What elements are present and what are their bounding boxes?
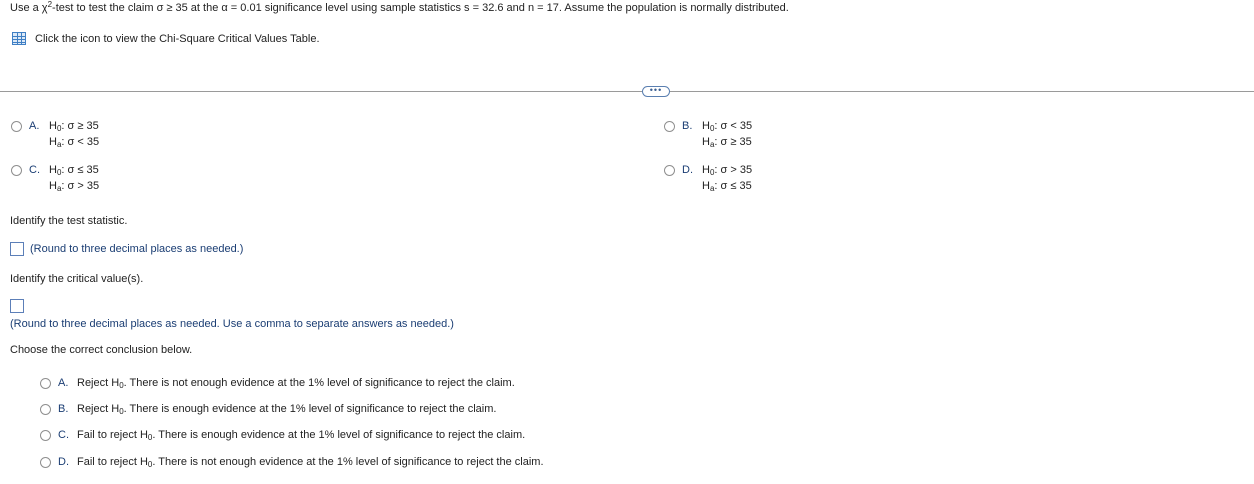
- alt-hypothesis: $H_a$: σ ≥ 35: [702, 136, 752, 149]
- critical-values-hint: (Round to three decimal places as needed. Use a comma to separate answers as needed.): [10, 318, 454, 330]
- option-letter: C.: [58, 429, 69, 441]
- critical-values-input[interactable]: [10, 299, 24, 313]
- conclusion-option-b[interactable]: [40, 403, 496, 415]
- test-statistic-hint: (Round to three decimal places as needed.): [30, 243, 244, 255]
- chi-symbol: χ: [41, 2, 48, 14]
- option-letter: A.: [29, 120, 40, 132]
- conclusion-option-c[interactable]: [40, 429, 525, 441]
- question-text: [10, 2, 789, 14]
- expand-more-button[interactable]: •••: [642, 86, 670, 97]
- radio-button[interactable]: [664, 121, 675, 132]
- null-hypothesis: $H_0$: σ > 35: [702, 164, 753, 177]
- question-part-2: -test to test the claim σ ≥ 35 at the α = 0.01 significance level using sample statistics s = 32.6 and n = 17. Assume the population is normally distributed.: [52, 2, 789, 14]
- table-link-text[interactable]: Click the icon to view the Chi-Square Critical Values Table.: [35, 32, 320, 45]
- option-letter: C.: [29, 164, 40, 176]
- conclusion-option-a[interactable]: [40, 377, 515, 389]
- radio-button[interactable]: [40, 457, 51, 468]
- hypothesis-option-a[interactable]: [11, 120, 99, 148]
- option-letter: B.: [682, 120, 693, 132]
- option-text: Fail to reject $H_0$. There is not enough evidence at the 1% level of significance to reject the claim.: [77, 456, 544, 469]
- conclusion-prompt: Choose the correct conclusion below.: [10, 344, 193, 356]
- critical-values-prompt: Identify the critical value(s).: [10, 273, 144, 285]
- radio-button[interactable]: [40, 404, 51, 415]
- radio-button[interactable]: [40, 378, 51, 389]
- option-letter: B.: [58, 403, 69, 415]
- radio-button[interactable]: [11, 165, 22, 176]
- radio-button[interactable]: [11, 121, 22, 132]
- test-statistic-input[interactable]: [10, 242, 24, 256]
- null-hypothesis: $H_0$: σ < 35: [702, 120, 753, 133]
- table-icon[interactable]: [12, 32, 26, 45]
- option-letter: D.: [58, 456, 69, 468]
- alt-hypothesis: $H_a$: σ < 35: [49, 136, 100, 149]
- option-text: Fail to reject $H_0$. There is enough evidence at the 1% level of significance to reject the claim.: [77, 429, 526, 442]
- hypothesis-option-c[interactable]: [11, 164, 99, 192]
- question-part-1: Use a: [10, 2, 42, 14]
- option-letter: D.: [682, 164, 693, 176]
- null-hypothesis: $H_0$: σ ≤ 35: [49, 164, 99, 177]
- option-letter: A.: [58, 377, 69, 389]
- radio-button[interactable]: [664, 165, 675, 176]
- chi-superscript: 2: [47, 0, 53, 9]
- conclusion-option-d[interactable]: [40, 456, 544, 468]
- hypothesis-option-d[interactable]: [664, 164, 752, 192]
- test-statistic-prompt: Identify the test statistic.: [10, 215, 128, 227]
- null-hypothesis: $H_0$: σ ≥ 35: [49, 120, 99, 133]
- option-text: Reject $H_0$. There is not enough evidence at the 1% level of significance to reject the claim.: [77, 377, 515, 390]
- chi-square-table-link[interactable]: [12, 32, 320, 45]
- option-text: Reject $H_0$. There is enough evidence at the 1% level of significance to reject the claim.: [77, 403, 497, 416]
- radio-button[interactable]: [40, 430, 51, 441]
- section-divider: [0, 91, 1254, 92]
- alt-hypothesis: $H_a$: σ ≤ 35: [702, 180, 752, 193]
- alt-hypothesis: $H_a$: σ > 35: [49, 180, 100, 193]
- hypothesis-option-b[interactable]: [664, 120, 752, 148]
